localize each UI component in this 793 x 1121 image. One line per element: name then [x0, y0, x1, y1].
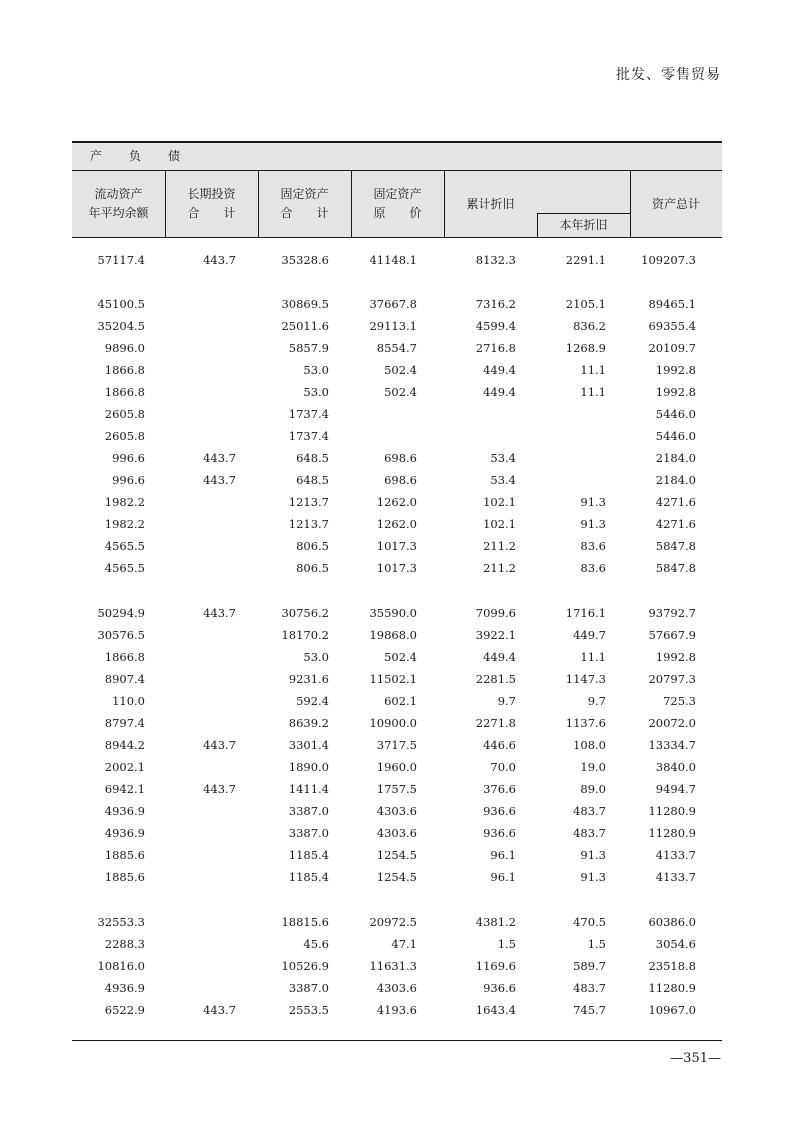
cell-long-term-investment	[146, 956, 236, 976]
table-row	[72, 823, 722, 843]
cell-long-term-investment	[146, 912, 236, 932]
cell-fixed-assets-total: 45.6	[303, 937, 329, 951]
cell-total-assets: 13334.7	[648, 738, 696, 752]
cell-fixed-assets-total: 1185.4	[288, 848, 329, 862]
cell-current-year-depreciation: 108.0	[573, 738, 606, 752]
cell-accumulated-depreciation	[426, 404, 516, 424]
cell-current-year-depreciation: 745.7	[573, 1003, 606, 1017]
cell-fixed-assets-original: 698.6	[384, 451, 417, 465]
column-divider	[444, 171, 445, 237]
cell-total-assets: 11280.9	[648, 804, 696, 818]
cell-accumulated-depreciation: 53.4	[490, 451, 516, 465]
cell-accumulated-depreciation: 4381.2	[475, 915, 516, 929]
col-header-line2: 年平均余额	[88, 206, 149, 220]
cell-current-assets: 1982.2	[104, 517, 145, 531]
cell-current-year-depreciation	[516, 404, 606, 424]
cell-accumulated-depreciation: 446.6	[483, 738, 516, 752]
column-divider	[537, 213, 538, 237]
column-divider	[630, 171, 631, 237]
cell-current-assets: 1885.6	[104, 870, 145, 884]
cell-long-term-investment	[146, 757, 236, 777]
cell-fixed-assets-original: 19868.0	[369, 628, 417, 642]
cell-current-assets: 1866.8	[104, 385, 145, 399]
cell-fixed-assets-original: 4303.6	[376, 804, 417, 818]
table-row	[72, 647, 722, 667]
cell-current-year-depreciation: 1.5	[587, 937, 606, 951]
cell-long-term-investment	[146, 558, 236, 578]
cell-current-assets: 2605.8	[104, 429, 145, 443]
table-row	[72, 625, 722, 645]
cell-current-assets: 110.0	[112, 694, 145, 708]
cell-long-term-investment	[146, 669, 236, 689]
cell-accumulated-depreciation: 3922.1	[475, 628, 516, 642]
cell-current-year-depreciation: 589.7	[573, 959, 606, 973]
col-header-line1: 固定资产	[373, 187, 422, 201]
cell-fixed-assets-original: 4303.6	[376, 826, 417, 840]
col-header-total-assets	[630, 171, 722, 237]
cell-accumulated-depreciation: 102.1	[483, 495, 516, 509]
cell-fixed-assets-total: 806.5	[296, 539, 329, 553]
cell-current-year-depreciation: 483.7	[573, 981, 606, 995]
cell-fixed-assets-original: 1262.0	[376, 517, 417, 531]
cell-fixed-assets-original: 4303.6	[376, 981, 417, 995]
cell-fixed-assets-original: 698.6	[384, 473, 417, 487]
cell-long-term-investment	[146, 647, 236, 667]
table-row	[72, 404, 722, 424]
cell-current-year-depreciation	[516, 470, 606, 490]
cell-long-term-investment	[146, 691, 236, 711]
cell-fixed-assets-total: 10526.9	[281, 959, 329, 973]
cell-current-year-depreciation: 483.7	[573, 804, 606, 818]
cell-fixed-assets-total: 3387.0	[288, 804, 329, 818]
cell-long-term-investment	[146, 801, 236, 821]
cell-fixed-assets-total: 806.5	[296, 561, 329, 575]
cell-fixed-assets-total: 9231.6	[288, 672, 329, 686]
cell-total-assets: 5847.8	[655, 539, 696, 553]
table-row	[72, 316, 722, 336]
col-header-accumulated-depreciation	[444, 171, 537, 237]
cell-long-term-investment	[146, 867, 236, 887]
table-row	[72, 514, 722, 534]
cell-total-assets: 10967.0	[648, 1003, 696, 1017]
cell-long-term-investment	[146, 625, 236, 645]
cell-long-term-investment: 443.7	[203, 782, 236, 796]
cell-total-assets: 725.3	[663, 694, 696, 708]
table-row	[72, 536, 722, 556]
cell-fixed-assets-original: 3717.5	[376, 738, 417, 752]
cell-fixed-assets-original: 1254.5	[376, 848, 417, 862]
col-header-line1: 本年折旧	[559, 217, 608, 232]
cell-current-assets: 2605.8	[104, 407, 145, 421]
cell-current-assets: 8944.2	[104, 738, 145, 752]
cell-fixed-assets-total: 53.0	[303, 385, 329, 399]
cell-total-assets: 89465.1	[648, 297, 696, 311]
cell-current-assets: 10816.0	[97, 959, 145, 973]
cell-fixed-assets-original: 502.4	[384, 385, 417, 399]
table-row	[72, 603, 722, 623]
cell-accumulated-depreciation: 211.2	[483, 561, 516, 575]
cell-fixed-assets-original: 29113.1	[369, 319, 417, 333]
cell-long-term-investment	[146, 404, 236, 424]
cell-long-term-investment	[146, 536, 236, 556]
cell-current-assets: 1866.8	[104, 363, 145, 377]
cell-fixed-assets-total: 53.0	[303, 363, 329, 377]
cell-current-assets: 4936.9	[104, 804, 145, 818]
col-header-fixed-assets-original	[351, 171, 444, 237]
cell-accumulated-depreciation: 8132.3	[475, 253, 516, 267]
table-row	[72, 779, 722, 799]
cell-accumulated-depreciation: 70.0	[490, 760, 516, 774]
table-row	[72, 845, 722, 865]
table-row	[72, 867, 722, 887]
cell-fixed-assets-total: 648.5	[296, 451, 329, 465]
cell-total-assets: 93792.7	[648, 606, 696, 620]
table-row	[72, 294, 722, 314]
cell-fixed-assets-total: 35328.6	[281, 253, 329, 267]
cell-accumulated-depreciation: 936.6	[483, 981, 516, 995]
cell-fixed-assets-original: 602.1	[384, 694, 417, 708]
cell-accumulated-depreciation: 96.1	[490, 870, 516, 884]
cell-total-assets: 20109.7	[648, 341, 696, 355]
cell-current-assets: 30576.5	[97, 628, 145, 642]
table-row	[72, 801, 722, 821]
cell-current-assets: 8797.4	[104, 716, 145, 730]
cell-fixed-assets-original: 502.4	[384, 363, 417, 377]
cell-current-year-depreciation: 2291.1	[565, 253, 606, 267]
cell-fixed-assets-total: 3301.4	[288, 738, 329, 752]
cell-long-term-investment	[146, 514, 236, 534]
cell-total-assets: 1992.8	[655, 650, 696, 664]
cell-long-term-investment	[146, 338, 236, 358]
cell-total-assets: 57667.9	[648, 628, 696, 642]
cell-long-term-investment	[146, 294, 236, 314]
cell-current-assets: 996.6	[112, 451, 145, 465]
cell-current-year-depreciation: 1137.6	[565, 716, 606, 730]
table-row	[72, 912, 722, 932]
cell-accumulated-depreciation: 449.4	[483, 363, 516, 377]
cell-current-assets: 9896.0	[104, 341, 145, 355]
cell-current-year-depreciation: 449.7	[573, 628, 606, 642]
cell-total-assets: 9494.7	[655, 782, 696, 796]
cell-current-assets: 8907.4	[104, 672, 145, 686]
cell-current-year-depreciation: 91.3	[580, 848, 606, 862]
cell-current-assets: 45100.5	[97, 297, 145, 311]
cell-accumulated-depreciation: 1169.6	[475, 959, 516, 973]
cell-accumulated-depreciation: 1643.4	[475, 1003, 516, 1017]
table-row	[72, 1000, 722, 1020]
cell-total-assets: 4271.6	[655, 495, 696, 509]
cell-long-term-investment	[146, 823, 236, 843]
table-row	[72, 978, 722, 998]
column-divider	[258, 171, 259, 237]
cell-accumulated-depreciation: 2716.8	[475, 341, 516, 355]
cell-fixed-assets-total: 1185.4	[288, 870, 329, 884]
cell-total-assets: 23518.8	[648, 959, 696, 973]
cell-current-year-depreciation: 83.6	[580, 561, 606, 575]
cell-total-assets: 5847.8	[655, 561, 696, 575]
cell-fixed-assets-original: 1757.5	[376, 782, 417, 796]
cell-current-assets: 4936.9	[104, 826, 145, 840]
cell-total-assets: 109207.3	[641, 253, 696, 267]
cell-total-assets: 4133.7	[655, 848, 696, 862]
cell-total-assets: 5446.0	[655, 429, 696, 443]
cell-long-term-investment: 443.7	[203, 451, 236, 465]
col-header-line1: 长期投资	[187, 187, 236, 201]
cell-fixed-assets-original: 20972.5	[369, 915, 417, 929]
cell-fixed-assets-total: 648.5	[296, 473, 329, 487]
cell-long-term-investment	[146, 845, 236, 865]
col-header-line1: 资产总计	[651, 196, 700, 211]
cell-current-year-depreciation: 2105.1	[565, 297, 606, 311]
cell-accumulated-depreciation: 449.4	[483, 385, 516, 399]
cell-current-year-depreciation: 836.2	[573, 319, 606, 333]
cell-total-assets: 3054.6	[655, 937, 696, 951]
cell-current-assets: 35204.5	[97, 319, 145, 333]
cell-fixed-assets-original: 41148.1	[369, 253, 417, 267]
table-row	[72, 360, 722, 380]
cell-current-assets: 996.6	[112, 473, 145, 487]
cell-accumulated-depreciation: 376.6	[483, 782, 516, 796]
cell-current-year-depreciation	[516, 426, 606, 446]
column-divider	[351, 171, 352, 237]
cell-accumulated-depreciation: 936.6	[483, 804, 516, 818]
table-row	[72, 934, 722, 954]
cell-long-term-investment	[146, 360, 236, 380]
cell-accumulated-depreciation: 936.6	[483, 826, 516, 840]
cell-current-year-depreciation: 11.1	[580, 385, 606, 399]
cell-current-assets: 4936.9	[104, 981, 145, 995]
table-body	[72, 238, 722, 1040]
col-header-line1: 流动资产	[94, 187, 143, 201]
cell-current-year-depreciation: 1147.3	[565, 672, 606, 686]
cell-accumulated-depreciation: 1.5	[497, 937, 516, 951]
cell-fixed-assets-total: 30756.2	[281, 606, 329, 620]
cell-current-assets: 6522.9	[104, 1003, 145, 1017]
cell-fixed-assets-total: 1737.4	[288, 407, 329, 421]
cell-accumulated-depreciation: 7316.2	[475, 297, 516, 311]
cell-fixed-assets-total: 18815.6	[281, 915, 329, 929]
cell-fixed-assets-total: 53.0	[303, 650, 329, 664]
cell-total-assets: 1992.8	[655, 385, 696, 399]
cell-long-term-investment	[146, 934, 236, 954]
cell-total-assets: 4133.7	[655, 870, 696, 884]
cell-fixed-assets-original: 10900.0	[369, 716, 417, 730]
cell-fixed-assets-total: 1411.4	[288, 782, 329, 796]
cell-total-assets: 2184.0	[655, 473, 696, 487]
cell-total-assets: 11280.9	[648, 826, 696, 840]
column-divider	[165, 171, 166, 237]
cell-accumulated-depreciation: 53.4	[490, 473, 516, 487]
col-header-fixed-assets-total	[258, 171, 351, 237]
cell-accumulated-depreciation: 4599.4	[475, 319, 516, 333]
cell-current-year-depreciation: 89.0	[580, 782, 606, 796]
table-row	[72, 338, 722, 358]
cell-long-term-investment	[146, 713, 236, 733]
cell-fixed-assets-original	[327, 404, 417, 424]
table-row	[72, 691, 722, 711]
col-header-line2: 合 计	[187, 206, 236, 220]
table-row	[72, 426, 722, 446]
cell-fixed-assets-original: 47.1	[391, 937, 417, 951]
cell-current-assets: 4565.5	[104, 539, 145, 553]
cell-fixed-assets-original	[327, 426, 417, 446]
cell-long-term-investment	[146, 316, 236, 336]
cell-current-assets: 1982.2	[104, 495, 145, 509]
cell-fixed-assets-total: 592.4	[296, 694, 329, 708]
cell-fixed-assets-original: 11502.1	[369, 672, 417, 686]
cell-accumulated-depreciation: 449.4	[483, 650, 516, 664]
cell-fixed-assets-original: 1017.3	[376, 539, 417, 553]
cell-accumulated-depreciation: 96.1	[490, 848, 516, 862]
cell-fixed-assets-total: 8639.2	[288, 716, 329, 730]
cell-long-term-investment: 443.7	[203, 738, 236, 752]
table-row	[72, 448, 722, 468]
cell-current-assets: 50294.9	[97, 606, 145, 620]
cell-fixed-assets-total: 1213.7	[288, 517, 329, 531]
cell-total-assets: 69355.4	[648, 319, 696, 333]
cell-current-assets: 32553.3	[97, 915, 145, 929]
cell-long-term-investment	[146, 426, 236, 446]
table-row	[72, 735, 722, 755]
cell-current-year-depreciation: 483.7	[573, 826, 606, 840]
cell-total-assets: 20797.3	[648, 672, 696, 686]
table-row	[72, 956, 722, 976]
cell-current-assets: 2288.3	[104, 937, 145, 951]
cell-current-year-depreciation: 19.0	[580, 760, 606, 774]
table-row	[72, 250, 722, 270]
cell-current-assets: 1885.6	[104, 848, 145, 862]
cell-current-year-depreciation: 1716.1	[565, 606, 606, 620]
cell-fixed-assets-original: 37667.8	[369, 297, 417, 311]
cell-current-assets: 1866.8	[104, 650, 145, 664]
col-header-line2: 原 价	[373, 206, 422, 220]
cell-total-assets: 3840.0	[655, 760, 696, 774]
cell-long-term-investment: 443.7	[203, 253, 236, 267]
cell-total-assets: 5446.0	[655, 407, 696, 421]
cell-fixed-assets-original: 1017.3	[376, 561, 417, 575]
running-head: 批发、零售贸易	[616, 67, 721, 83]
cell-long-term-investment	[146, 492, 236, 512]
col-header-line2: 合 计	[280, 206, 329, 220]
cell-total-assets: 2184.0	[655, 451, 696, 465]
cell-accumulated-depreciation	[426, 426, 516, 446]
table-row	[72, 713, 722, 733]
cell-accumulated-depreciation: 2281.5	[475, 672, 516, 686]
cell-fixed-assets-total: 1890.0	[288, 760, 329, 774]
cell-total-assets: 1992.8	[655, 363, 696, 377]
cell-current-year-depreciation: 91.3	[580, 870, 606, 884]
cell-fixed-assets-total: 1213.7	[288, 495, 329, 509]
cell-fixed-assets-original: 4193.6	[376, 1003, 417, 1017]
col-header-current-year-depreciation	[537, 213, 630, 237]
cell-current-year-depreciation: 11.1	[580, 650, 606, 664]
cell-long-term-investment	[146, 382, 236, 402]
cell-current-year-depreciation	[516, 448, 606, 468]
cell-accumulated-depreciation: 211.2	[483, 539, 516, 553]
cell-accumulated-depreciation: 2271.8	[475, 716, 516, 730]
cell-current-year-depreciation: 83.6	[580, 539, 606, 553]
bottom-rule	[72, 1040, 722, 1041]
cell-current-year-depreciation: 11.1	[580, 363, 606, 377]
cell-fixed-assets-total: 25011.6	[281, 319, 329, 333]
cell-fixed-assets-original: 35590.0	[369, 606, 417, 620]
cell-fixed-assets-total: 5857.9	[288, 341, 329, 355]
table-row	[72, 470, 722, 490]
cell-total-assets: 60386.0	[648, 915, 696, 929]
table-row	[72, 382, 722, 402]
cell-fixed-assets-original: 1254.5	[376, 870, 417, 884]
cell-total-assets: 20072.0	[648, 716, 696, 730]
cell-fixed-assets-original: 11631.3	[369, 959, 417, 973]
cell-fixed-assets-original: 1960.0	[376, 760, 417, 774]
cell-current-assets: 57117.4	[97, 253, 145, 267]
cell-fixed-assets-original: 1262.0	[376, 495, 417, 509]
cell-accumulated-depreciation: 9.7	[497, 694, 516, 708]
cell-current-year-depreciation: 9.7	[587, 694, 606, 708]
cell-fixed-assets-total: 3387.0	[288, 981, 329, 995]
cell-total-assets: 4271.6	[655, 517, 696, 531]
data-table	[72, 141, 722, 1041]
table-row	[72, 669, 722, 689]
cell-current-assets: 4565.5	[104, 561, 145, 575]
subheader-rule	[537, 213, 630, 214]
group-header: 产 负 债	[72, 143, 722, 171]
page-number: —351—	[670, 1051, 721, 1066]
cell-current-year-depreciation: 91.3	[580, 517, 606, 531]
cell-long-term-investment: 443.7	[203, 473, 236, 487]
cell-accumulated-depreciation: 102.1	[483, 517, 516, 531]
col-header-line1: 固定资产	[280, 187, 329, 201]
cell-current-year-depreciation: 91.3	[580, 495, 606, 509]
cell-current-assets: 6942.1	[104, 782, 145, 796]
column-header-row	[72, 171, 722, 238]
cell-current-year-depreciation: 470.5	[573, 915, 606, 929]
col-header-line1: 累计折旧	[466, 196, 515, 211]
cell-accumulated-depreciation: 7099.6	[475, 606, 516, 620]
table-row	[72, 757, 722, 777]
table-row	[72, 492, 722, 512]
cell-long-term-investment	[146, 978, 236, 998]
cell-long-term-investment: 443.7	[203, 606, 236, 620]
cell-long-term-investment: 443.7	[203, 1003, 236, 1017]
cell-fixed-assets-original: 8554.7	[376, 341, 417, 355]
cell-fixed-assets-total: 18170.2	[281, 628, 329, 642]
cell-fixed-assets-total: 3387.0	[288, 826, 329, 840]
cell-current-year-depreciation: 1268.9	[565, 341, 606, 355]
cell-fixed-assets-total: 2553.5	[288, 1003, 329, 1017]
cell-total-assets: 11280.9	[648, 981, 696, 995]
table-row	[72, 558, 722, 578]
cell-fixed-assets-total: 1737.4	[288, 429, 329, 443]
col-header-current-assets	[72, 171, 165, 237]
cell-fixed-assets-original: 502.4	[384, 650, 417, 664]
cell-fixed-assets-total: 30869.5	[281, 297, 329, 311]
col-header-long-term-investment	[165, 171, 258, 237]
cell-current-assets: 2002.1	[104, 760, 145, 774]
